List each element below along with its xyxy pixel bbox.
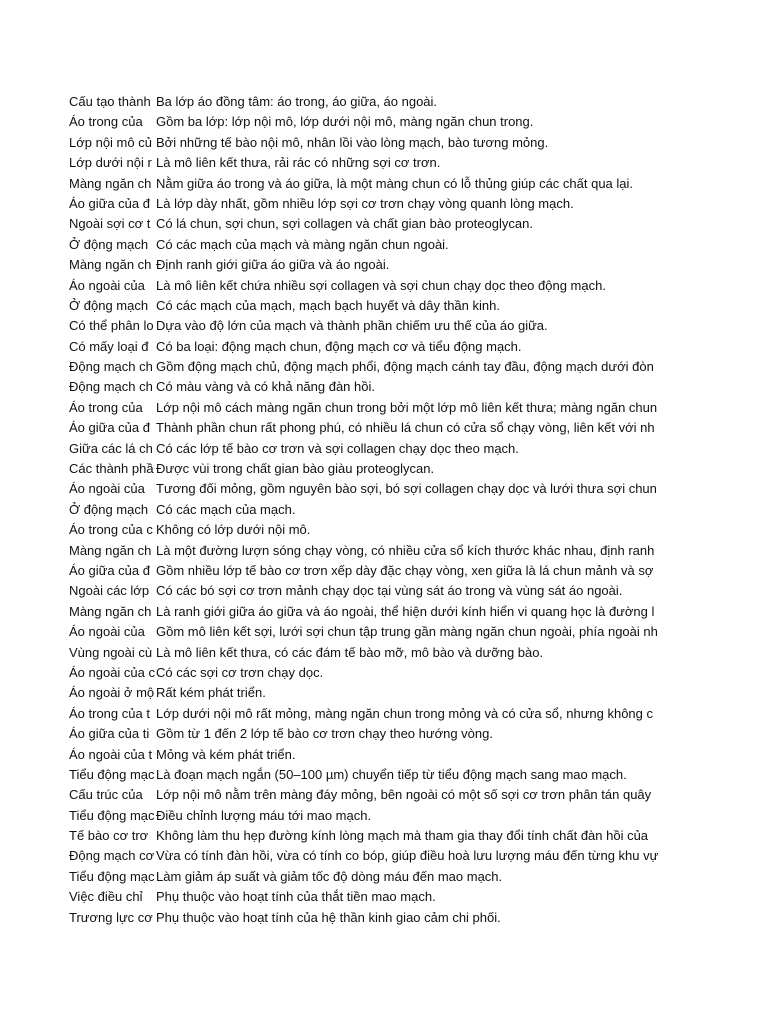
table-row <box>69 194 686 214</box>
table-row <box>69 439 686 459</box>
term-cell[interactable]: Ở động mạch <box>69 501 149 517</box>
table-row <box>69 704 686 724</box>
table-row <box>69 908 686 928</box>
definition-cell[interactable]: Gồm nhiều lớp tế bào cơ trơn xếp dày đặc chạy vòng, xen giữa là lá chun mảnh và sợ <box>156 562 654 578</box>
definition-cell[interactable]: Có các sợi cơ trơn chạy dọc. <box>156 664 324 680</box>
term-cell[interactable]: Tiểu động mạc <box>69 807 155 823</box>
table-row <box>69 806 686 826</box>
table-row <box>69 255 686 275</box>
definition-cell[interactable]: Gồm ba lớp: lớp nội mô, lớp dưới nội mô, màng ngăn chun trong. <box>156 114 534 130</box>
term-cell[interactable]: Cấu trúc của <box>69 787 143 803</box>
term-cell[interactable]: Áo giữa của đ <box>69 562 150 578</box>
definition-cell[interactable]: Có các mạch của mạch, mạch bạch huyết và dây thần kinh. <box>156 297 500 313</box>
definition-cell[interactable]: Tương đối mỏng, gồm nguyên bào sợi, bó sợi collagen chạy dọc và lưới thưa sợi chun <box>156 481 657 497</box>
definition-cell[interactable]: Là lớp dày nhất, gồm nhiều lớp sợi cơ trơn chạy vòng quanh lòng mạch. <box>156 195 574 211</box>
term-cell[interactable]: Màng ngăn ch <box>69 542 152 558</box>
definition-cell[interactable]: Gồm từ 1 đến 2 lớp tế bào cơ trơn chạy theo hướng vòng. <box>156 726 493 742</box>
term-cell[interactable]: Động mạch ch <box>69 359 153 375</box>
table-row <box>69 541 686 561</box>
spreadsheet-grid <box>69 92 686 928</box>
definition-cell[interactable]: Thành phần chun rất phong phú, có nhiều lá chun có cửa sổ chạy vòng, liên kết với nh <box>156 420 655 436</box>
table-row <box>69 337 686 357</box>
term-cell[interactable]: Áo giữa của đ <box>69 420 150 436</box>
definition-cell[interactable]: Làm giảm áp suất và giảm tốc độ dòng máu đến mao mạch. <box>156 868 503 884</box>
term-cell[interactable]: Có thể phân lo <box>69 318 154 334</box>
term-cell[interactable]: Trương lực cơ <box>69 909 153 925</box>
term-cell[interactable]: Các thành phầ <box>69 461 154 477</box>
table-row <box>69 745 686 765</box>
definition-cell[interactable]: Ba lớp áo đồng tâm: áo trong, áo giữa, áo ngoài. <box>156 94 438 109</box>
table-row <box>69 398 686 418</box>
term-cell[interactable]: Tiểu động mạc <box>69 766 155 782</box>
term-cell[interactable]: Áo trong của t <box>69 705 150 721</box>
table-row <box>69 479 686 499</box>
term-cell[interactable]: Cấu tạo thành <box>69 94 151 109</box>
table-row <box>69 683 686 703</box>
table-row <box>69 602 686 622</box>
table-row <box>69 846 686 866</box>
table-row <box>69 276 686 296</box>
definition-cell[interactable]: Có các lớp tế bào cơ trơn và sợi collagen chạy dọc theo mạch. <box>156 440 519 456</box>
definition-cell[interactable]: Lớp dưới nội mô rất mỏng, màng ngăn chun trong mỏng và có cửa sổ, nhưng không c <box>156 705 653 721</box>
term-cell[interactable]: Tiểu động mạc <box>69 868 155 884</box>
table-row <box>69 174 686 194</box>
table-row <box>69 235 686 255</box>
term-cell[interactable]: Ở động mạch <box>69 236 149 252</box>
definition-cell[interactable]: Vừa có tính đàn hồi, vừa có tính co bóp, giúp điều hoà lưu lượng máu đến từng khu vự <box>156 848 659 864</box>
term-cell[interactable]: Ở động mạch <box>69 297 149 313</box>
table-row <box>69 377 686 397</box>
term-cell[interactable]: Áo ngoài của t <box>69 746 153 762</box>
definition-cell[interactable]: Có các mạch của mạch. <box>156 501 296 517</box>
definition-cell[interactable]: Có ba loại: động mạch chun, động mạch cơ và tiểu động mạch. <box>156 338 522 354</box>
term-cell[interactable]: Màng ngăn ch <box>69 257 152 273</box>
table-row <box>69 581 686 601</box>
definition-cell[interactable]: Là mô liên kết thưa, có các đám tế bào mỡ, mô bào và dưỡng bào. <box>156 644 544 660</box>
table-row <box>69 785 686 805</box>
definition-cell[interactable]: Có các mạch của mạch và màng ngăn chun ngoài. <box>156 236 449 252</box>
definition-cell[interactable]: Điều chỉnh lượng máu tới mao mạch. <box>156 807 372 823</box>
definition-cell[interactable]: Là ranh giới giữa áo giữa và áo ngoài, thể hiện dưới kính hiển vi quang học là đường l <box>156 603 655 619</box>
table-row <box>69 133 686 153</box>
term-cell[interactable]: Áo trong của <box>69 399 143 415</box>
definition-cell[interactable]: Nằm giữa áo trong và áo giữa, là một màng chun có lỗ thủng giúp các chất qua lại. <box>156 175 634 191</box>
definition-cell[interactable]: Có màu vàng và có khả năng đàn hồi. <box>156 379 375 395</box>
table-row <box>69 357 686 377</box>
term-cell[interactable]: Áo trong của c <box>69 522 153 538</box>
term-cell[interactable]: Có mấy loại đ <box>69 338 149 354</box>
term-cell[interactable]: Áo ngoài ở mộ <box>69 685 155 701</box>
term-cell[interactable]: Động mạch ch <box>69 379 153 395</box>
definition-cell[interactable]: Bởi những tế bào nội mô, nhân lồi vào lòng mạch, bào tương mỏng. <box>156 134 549 150</box>
table-row <box>69 296 686 316</box>
definition-cell[interactable]: Có lá chun, sợi chun, sợi collagen và chất gian bào proteoglycan. <box>156 216 533 232</box>
definition-cell[interactable]: Mỏng và kém phát triển. <box>156 746 296 762</box>
term-cell[interactable]: Lớp dưới nội r <box>69 155 152 171</box>
table-row <box>69 826 686 846</box>
table-row <box>69 765 686 785</box>
definition-cell[interactable]: Gồm mô liên kết sợi, lưới sợi chun tập trung gần màng ngăn chun ngoài, phía ngoài nh <box>156 624 658 640</box>
term-cell[interactable]: Lớp nội mô củ <box>69 134 152 150</box>
definition-cell[interactable]: Phụ thuộc vào hoạt tính của hệ thần kinh giao cảm chi phối. <box>156 909 501 925</box>
term-cell[interactable]: Vùng ngoài cù <box>69 644 153 660</box>
term-cell[interactable]: Ngoài các lớp <box>69 583 150 599</box>
term-cell[interactable]: Giữa các lá ch <box>69 440 153 456</box>
term-cell[interactable]: Màng ngăn ch <box>69 175 152 191</box>
table-row <box>69 887 686 907</box>
definition-cell[interactable]: Được vùi trong chất gian bào giàu proteoglycan. <box>156 461 435 477</box>
table-row <box>69 724 686 744</box>
definition-cell[interactable]: Là đoạn mạch ngắn (50–100 µm) chuyển tiếp từ tiểu động mạch sang mao mạch. <box>156 766 627 782</box>
term-cell[interactable]: Ngoài sợi cơ t <box>69 216 151 232</box>
term-cell[interactable]: Áo ngoài của c <box>69 664 156 680</box>
term-cell[interactable]: Áo ngoài của <box>69 624 145 640</box>
definition-cell[interactable]: Rất kém phát triển. <box>156 685 266 701</box>
definition-cell[interactable]: Là một đường lượn sóng chạy vòng, có nhiều cửa sổ kích thước khác nhau, định ranh <box>156 542 655 558</box>
table-row <box>69 622 686 642</box>
table-row <box>69 459 686 479</box>
table-row <box>69 500 686 520</box>
term-cell[interactable]: Việc điều chỉ <box>69 889 143 905</box>
term-cell[interactable]: Áo trong của <box>69 114 143 130</box>
definition-cell[interactable]: Gồm động mạch chủ, động mạch phổi, động mạch cánh tay đầu, động mạch dưới đòn <box>156 359 654 375</box>
table-row <box>69 112 686 132</box>
table-row <box>69 643 686 663</box>
table-row <box>69 214 686 234</box>
definition-cell[interactable]: Định ranh giới giữa áo giữa và áo ngoài. <box>156 257 390 273</box>
definition-cell[interactable]: Lớp nội mô cách màng ngăn chun trong bởi một lớp mô liên kết thưa; màng ngăn chun <box>156 399 658 415</box>
definition-cell[interactable]: Phụ thuộc vào hoạt tính của thắt tiền mao mạch. <box>156 889 436 905</box>
definition-cell[interactable]: Dựa vào độ lớn của mạch và thành phần chiếm ưu thế của áo giữa. <box>156 318 548 334</box>
table-row <box>69 153 686 173</box>
term-cell[interactable]: Tế bào cơ trơ <box>69 828 149 844</box>
table-row <box>69 316 686 336</box>
table-row <box>69 867 686 887</box>
definition-cell[interactable]: Không làm thu hẹp đường kính lòng mạch mà tham gia thay đổi tính chất đàn hồi của <box>156 828 649 844</box>
term-cell[interactable]: Áo giữa của đ <box>69 195 150 211</box>
definition-cell[interactable]: Là mô liên kết chứa nhiều sợi collagen và sợi chun chạy dọc theo động mạch. <box>156 277 606 293</box>
definition-cell[interactable]: Lớp nội mô nằm trên màng đáy mỏng, bên ngoài có một số sợi cơ trơn phân tán quây <box>156 787 652 803</box>
term-cell[interactable]: Áo giữa của ti <box>69 726 150 742</box>
definition-cell[interactable]: Là mô liên kết thưa, rải rác có những sợi cơ trơn. <box>156 155 441 171</box>
term-cell[interactable]: Áo ngoài của <box>69 481 145 497</box>
table-row <box>69 92 686 112</box>
term-cell[interactable]: Màng ngăn ch <box>69 603 152 619</box>
table-row <box>69 520 686 540</box>
term-cell[interactable]: Động mạch cơ <box>69 848 155 864</box>
definition-cell[interactable]: Có các bó sợi cơ trơn mảnh chạy dọc tại vùng sát áo trong và vùng sát áo ngoài. <box>156 583 623 599</box>
table-row <box>69 663 686 683</box>
table-row <box>69 561 686 581</box>
definition-cell[interactable]: Không có lớp dưới nội mô. <box>156 522 311 538</box>
table-row <box>69 418 686 438</box>
term-cell[interactable]: Áo ngoài của <box>69 277 145 293</box>
